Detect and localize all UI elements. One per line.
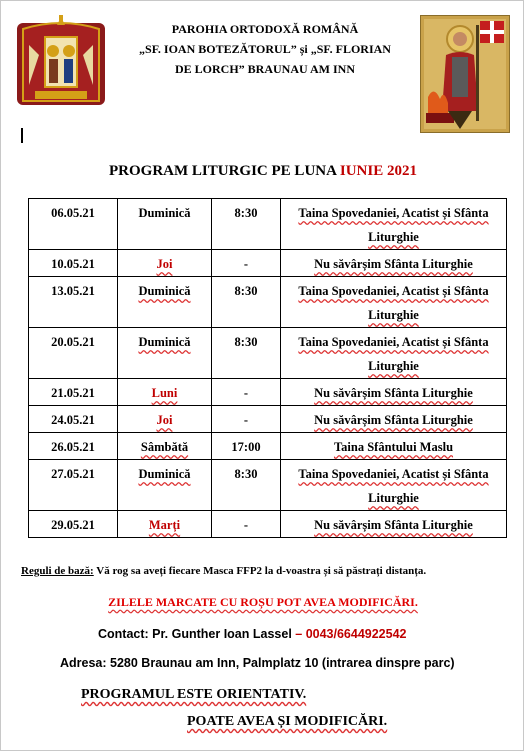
parish-crest-emblem <box>15 15 107 107</box>
header-line-1: PAROHIA ORTODOXĂ ROMÂNĂ <box>171 22 359 36</box>
title-main: PROGRAM LITURGIC PE LUNA <box>109 163 340 179</box>
time-cell: 8:30 <box>212 199 281 250</box>
time-cell: 8:30 <box>212 460 281 511</box>
service-cell <box>281 433 507 460</box>
warning-text: ZILELE MARCATE CU ROȘU POT AVEA MODIFICĂRI. <box>108 595 418 609</box>
schedule-table <box>28 198 507 538</box>
day-text: Luni <box>151 386 178 400</box>
date-cell: 13.05.21 <box>29 277 118 328</box>
day-cell <box>118 460 212 511</box>
day-text: Duminică <box>138 467 191 481</box>
table-row <box>29 277 507 328</box>
service-text: Taina Spovedaniei, Acatist și Sfânta Liturghie <box>298 467 489 505</box>
day-text: Sâmbătă <box>140 440 189 454</box>
title-month: IUNIE 2021 <box>339 163 417 179</box>
service-cell <box>281 199 507 250</box>
service-cell <box>281 406 507 433</box>
service-cell <box>281 250 507 277</box>
time-cell: - <box>212 379 281 406</box>
table-row <box>29 433 507 460</box>
table-row <box>29 199 507 250</box>
day-cell <box>118 277 212 328</box>
table-row <box>29 511 507 538</box>
date-cell: 06.05.21 <box>29 199 118 250</box>
time-cell: - <box>212 406 281 433</box>
day-cell <box>118 511 212 538</box>
footer-text-2: POATE AVEA ȘI MODIFICĂRI. <box>187 714 388 729</box>
time-cell: - <box>212 511 281 538</box>
date-cell: 26.05.21 <box>29 433 118 460</box>
service-cell <box>281 511 507 538</box>
footer-text-1: PROGRAMUL ESTE ORIENTATIV. <box>81 687 307 702</box>
date-cell: 21.05.21 <box>29 379 118 406</box>
time-cell: 8:30 <box>212 328 281 379</box>
date-cell: 10.05.21 <box>29 250 118 277</box>
table-row <box>29 379 507 406</box>
time-cell: - <box>212 250 281 277</box>
red-days-warning <box>1 595 525 610</box>
address-line: Adresa: 5280 Braunau am Inn, Palmplatz 10 (intrarea dinspre parc) <box>60 656 455 670</box>
day-cell <box>118 250 212 277</box>
service-text: Nu săvârșim Sfânta Liturghie <box>314 386 473 400</box>
day-cell <box>118 406 212 433</box>
day-cell <box>118 328 212 379</box>
service-text: Taina Spovedaniei, Acatist și Sfânta Liturghie <box>298 284 489 322</box>
basic-rules <box>21 565 516 577</box>
date-cell: 20.05.21 <box>29 328 118 379</box>
time-cell: 8:30 <box>212 277 281 328</box>
footer-line-1 <box>81 687 306 703</box>
day-cell: Duminică <box>118 199 212 250</box>
contact-phone: – 0043/6644922542 <box>295 627 407 641</box>
table-row <box>29 460 507 511</box>
day-text: Marți <box>148 518 181 532</box>
date-cell: 29.05.21 <box>29 511 118 538</box>
header-line-2: „SF. IOAN BOTEZĂTORUL” și „SF. FLORIAN <box>139 42 391 56</box>
day-text: Joi <box>156 257 173 271</box>
date-cell: 27.05.21 <box>29 460 118 511</box>
service-text: Taina Spovedaniei, Acatist și Sfânta Liturghie <box>298 335 489 373</box>
service-text: Taina Spovedaniei, Acatist și Sfânta Liturghie <box>298 206 489 244</box>
day-text: Joi <box>156 413 173 427</box>
header-line-3: DE LORCH” BRAUNAU AM INN <box>174 62 355 76</box>
date-cell: 24.05.21 <box>29 406 118 433</box>
contact-label: Contact: Pr. Gunther Ioan Lassel <box>98 627 296 641</box>
day-cell <box>118 379 212 406</box>
table-row <box>29 328 507 379</box>
day-text: Duminică <box>138 284 191 298</box>
contact-line <box>98 627 407 641</box>
service-text: Nu săvârșim Sfânta Liturghie <box>314 518 473 532</box>
service-text: Taina Sfântului Maslu <box>333 440 454 454</box>
text-cursor <box>21 128 23 143</box>
table-row <box>29 406 507 433</box>
service-cell <box>281 328 507 379</box>
service-cell <box>281 460 507 511</box>
parish-header <box>109 19 421 79</box>
day-cell <box>118 433 212 460</box>
rules-label: Reguli de bază: <box>21 565 94 577</box>
page-title <box>1 163 525 180</box>
table-row <box>29 250 507 277</box>
saint-florian-icon <box>420 15 510 133</box>
rules-text: Vă rog sa aveți fiecare Masca FFP2 la d-voastra și să păstrați distanța. <box>93 565 427 577</box>
day-text: Duminică <box>138 335 191 349</box>
service-text: Nu săvârșim Sfânta Liturghie <box>314 413 473 427</box>
service-text: Nu săvârșim Sfânta Liturghie <box>314 257 473 271</box>
time-cell: 17:00 <box>212 433 281 460</box>
footer-line-2 <box>187 714 387 730</box>
service-cell <box>281 277 507 328</box>
service-cell <box>281 379 507 406</box>
